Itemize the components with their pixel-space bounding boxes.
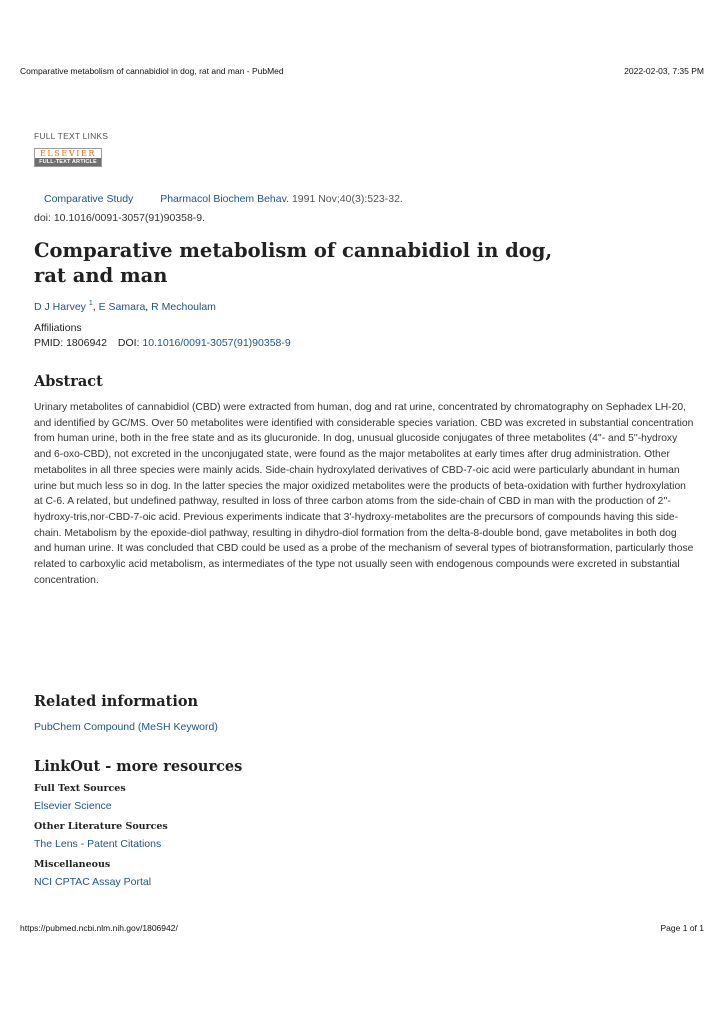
author-link[interactable]: E Samara [98, 301, 146, 313]
citation-text: 1991 Nov;40(3):523-32. [291, 193, 403, 205]
nci-cptac-assay-portal-link[interactable]: NCI CPTAC Assay Portal [34, 876, 152, 888]
miscellaneous-heading: Miscellaneous [34, 859, 111, 870]
affiliation-ref-link[interactable]: 1 [88, 300, 93, 307]
author-separator: , [92, 301, 99, 313]
pubchem-compound-link[interactable]: PubChem Compound (MeSH Keyword) [34, 721, 218, 733]
article-title: Comparative metabolism of cannabidiol in dog, rat and man [34, 239, 553, 287]
print-footer-url: https://pubmed.ncbi.nlm.nih.gov/1806942/ [20, 923, 178, 933]
elsevier-full-text-link[interactable] [34, 148, 102, 167]
author-link[interactable]: R Mechoulam [151, 301, 216, 313]
pmid-label: PMID: [34, 337, 64, 349]
doi-line: doi: 10.1016/0091-3057(91)90358-9. [34, 212, 206, 224]
author-list [34, 300, 216, 313]
elsevier-science-link[interactable]: Elsevier Science [34, 800, 112, 812]
journal-link[interactable]: Pharmacol Biochem Behav. [160, 193, 290, 205]
pmid-value: 1806942 [66, 337, 107, 349]
affiliations-toggle[interactable]: Affiliations [34, 322, 82, 334]
publication-type-link[interactable]: Comparative Study [44, 193, 134, 205]
print-header-title: Comparative metabolism of cannabidiol in dog, rat and man - PubMed [20, 66, 284, 76]
other-literature-sources-heading: Other Literature Sources [34, 821, 168, 832]
doi-link[interactable]: 10.1016/0091-3057(91)90358-9 [142, 337, 291, 349]
lens-patent-citations-link[interactable]: The Lens - Patent Citations [34, 838, 162, 850]
author-link[interactable]: D J Harvey [34, 301, 86, 313]
article-meta-line [34, 193, 403, 205]
abstract-heading: Abstract [34, 373, 103, 390]
abstract-text: Urinary metabolites of cannabidiol (CBD) were extracted from human, dog and rat urine, concentrated by chromatography on Sephadex LH-20, and identified by GC/MS. Over 50 metabolites were identified with considerable species variation. CBD was excreted in substantial concentration from human urine, both in the free state and as its glucuronide. In dog, unusual glucoside conjugates of three metabolites (4''- and 5''-hydroxy and 6-oxo-CBD), not excreted in the unconjugated state, were found as the major metabolites at early times after drug administration. Other metabolites in all three species were mainly acids. Side-chain hydroxylated derivatives of CBD-7-oic acid were particularly abundant in human urine but much less so in dog. In the latter species the major oxidized metabolites were the products of beta-oxidation with further hydroxylation at C-6. A related, but undefined pathway, resulted in loss of three carbon atoms from the side-chain of CBD in man with the production of 2''-hydroxy-tris,nor-CBD-7-oic acid. Previous experiments indicate that 3'-hydroxy-metabolites are the precursors of compounds having this side-chain. Metabolism by the epoxide-diol pathway, resulting in dihydro-diol formation from the delta-8-double bond, gave metabolites in both dog and human urine. It was concluded that CBD could be used as a probe of the mechanism of several types of biotransformation, particularly those related to carboxylic acid metabolism, as intermediates of the type not usually seen with endogenous compounds were excreted in substantial concentration. [34, 402, 694, 586]
full-text-sources-heading: Full Text Sources [34, 783, 126, 794]
full-text-article-label: FULL-TEXT ARTICLE [35, 158, 101, 166]
print-footer-page: Page 1 of 1 [660, 923, 704, 933]
identifiers-line [34, 337, 291, 349]
related-information-heading: Related information [34, 693, 199, 710]
linkout-heading: LinkOut - more resources [34, 758, 243, 775]
author-separator: , [145, 301, 152, 313]
print-header-date: 2022-02-03, 7:35 PM [624, 66, 704, 76]
elsevier-logo-text: ELSEVIER [39, 149, 97, 158]
full-text-links-label: FULL TEXT LINKS [34, 131, 109, 141]
doi-label: DOI: [117, 337, 140, 349]
